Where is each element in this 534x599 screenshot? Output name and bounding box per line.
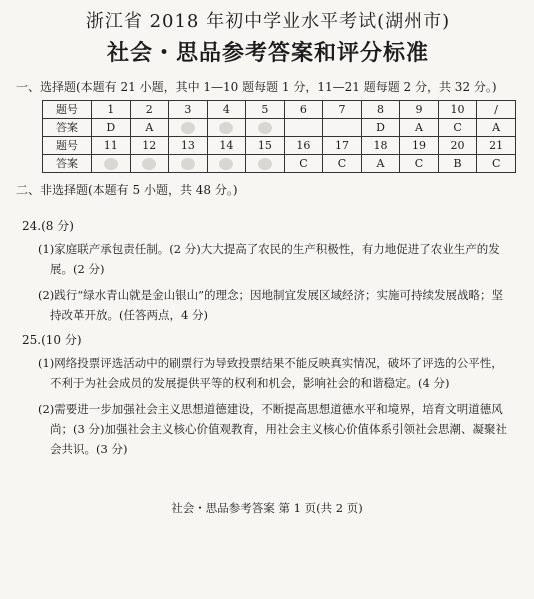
q-answer-redacted	[207, 155, 246, 173]
redaction-blob	[258, 158, 272, 170]
q-answer: D	[92, 119, 131, 137]
q-answer-redacted	[246, 155, 285, 173]
q-num: 20	[438, 137, 477, 155]
row-label-number: 题号	[43, 137, 92, 155]
q-answer-redacted	[169, 119, 208, 137]
q-num: 10	[438, 101, 477, 119]
redaction-blob	[142, 158, 156, 170]
answer-table	[42, 100, 516, 173]
table-row-answers-2	[43, 155, 516, 173]
redaction-blob	[104, 158, 118, 170]
document-title: 浙江省 2018 年初中学业水平考试(湖州市)	[85, 11, 451, 32]
q-num: 19	[400, 137, 439, 155]
q-answer: A	[400, 119, 439, 137]
q-num: 3	[169, 101, 208, 119]
table-row-numbers-1	[43, 101, 516, 119]
q-answer-redacted	[323, 119, 362, 137]
question-25-heading: 25.(10 分)	[22, 333, 82, 347]
redaction-blob	[181, 122, 195, 134]
q-num: 18	[361, 137, 400, 155]
q-num: 7	[323, 101, 362, 119]
q-num: 8	[361, 101, 400, 119]
question-25-part-2: (2)需要进一步加强社会主义思想道德建设，不断提高思想道德水平和境界，培育文明道德风尚；(3 分)加强社会主义核心价值观教育，用社会主义核心价值体系引领社会思潮、凝聚社会共识。(3 分)	[38, 402, 507, 456]
row-label-answer: 答案	[43, 119, 92, 137]
q-answer: D	[361, 119, 400, 137]
redaction-blob	[181, 158, 195, 170]
q-answer-redacted	[284, 119, 323, 137]
q-num: 12	[130, 137, 169, 155]
q-answer-redacted	[207, 119, 246, 137]
q-num: 13	[169, 137, 208, 155]
q-answer-redacted	[169, 155, 208, 173]
table-row-answers-1	[43, 119, 516, 137]
q-num: 2	[130, 101, 169, 119]
q-num: 11	[92, 137, 131, 155]
section-choice-heading: 一、选择题(本题有 21 小题，其中 1—10 题每题 1 分，11—21 题每题 2 分，共 32 分。)	[16, 80, 497, 94]
row-label-number: 题号	[43, 101, 92, 119]
q-answer: A	[361, 155, 400, 173]
section-nonchoice-heading: 二、非选择题(本题有 5 小题，共 48 分。)	[16, 183, 238, 197]
q-num: 17	[323, 137, 362, 155]
q-num: 4	[207, 101, 246, 119]
q-answer: C	[438, 119, 477, 137]
question-25-part-1: (1)网络投票评选活动中的刷票行为导致投票结果不能反映真实情况，破坏了评选的公平性，不利于为社会成员的发展提供平等的权利和机会，影响社会的和谐稳定。(4 分)	[38, 356, 503, 390]
document-subtitle: 社会・思品参考答案和评分标准	[106, 40, 429, 66]
q-answer: B	[438, 155, 477, 173]
q-num: 16	[284, 137, 323, 155]
question-24-heading: 24.(8 分)	[22, 219, 74, 233]
q-num: 6	[284, 101, 323, 119]
q-num: 15	[246, 137, 285, 155]
redaction-blob	[258, 122, 272, 134]
q-answer-redacted	[130, 155, 169, 173]
q-num: 9	[400, 101, 439, 119]
q-num: 1	[92, 101, 131, 119]
q-num: 21	[477, 137, 516, 155]
q-answer-redacted	[92, 155, 131, 173]
page-footer: 社会・思品参考答案 第 1 页(共 2 页)	[171, 501, 363, 515]
q-num: /	[477, 101, 516, 119]
question-24-part-2: (2)践行“绿水青山就是金山银山”的理念；因地制宜发展区域经济；实施可持续发展战略；坚持改革开放。(任答两点，4 分)	[38, 288, 504, 322]
q-answer-redacted	[246, 119, 285, 137]
table-row-numbers-2	[43, 137, 516, 155]
q-num: 14	[207, 137, 246, 155]
redaction-blob	[219, 158, 233, 170]
row-label-answer: 答案	[43, 155, 92, 173]
redaction-blob	[219, 122, 233, 134]
q-answer: A	[130, 119, 169, 137]
q-answer: C	[323, 155, 362, 173]
q-answer: C	[400, 155, 439, 173]
q-answer: C	[477, 155, 516, 173]
q-num: 5	[246, 101, 285, 119]
q-answer: A	[477, 119, 516, 137]
question-24-part-1: (1)家庭联产承包责任制。(2 分)大大提高了农民的生产积极性，有力地促进了农业生产的发展。(2 分)	[38, 242, 500, 276]
q-answer: C	[284, 155, 323, 173]
